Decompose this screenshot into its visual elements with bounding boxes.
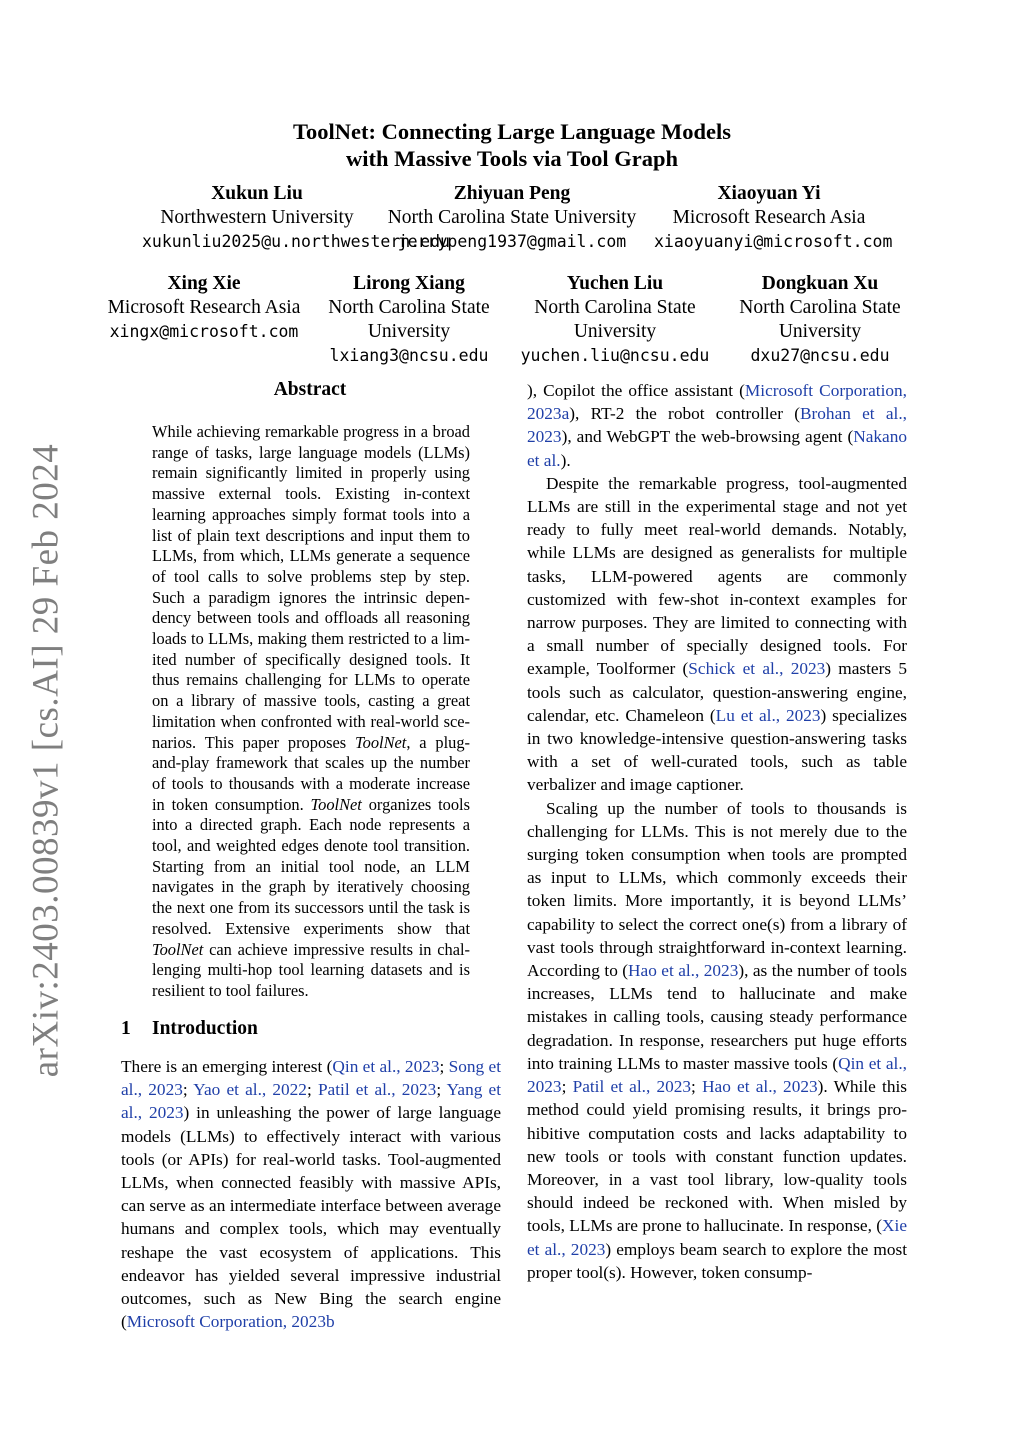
citation-link[interactable]: Hao et al., 2023 [702,1077,818,1097]
body-text: ) in unleashing the power of large language models (LLMs) to effectively interact with various tools (or APIs) for real-world tasks. Tool-augmented LLMs, when connected feasibly with massive APIs, can serve as an intermediate interface between average humans and complex tools, which may eventually reshape the vast ecosystem of applications. This endeavor has yielded several impressive industrial outcomes, such as New Bing the search engine ( [121,1103,501,1332]
author-name: Xiaoyuan Yi [717,183,821,204]
author-email: xukunliu2025@u.northwestern.edu [142,232,450,251]
body-text: ), RT-2 the robot controller ( [569,404,800,424]
author-affiliation: Northwestern University [160,207,354,228]
author-affiliation: Microsoft Research Asia [672,207,866,228]
citation-link[interactable]: Yao et al., 2022 [193,1080,307,1100]
toolnet-name: ToolNet [310,794,362,814]
arxiv-identifier-margin [20,443,72,1077]
abstract-text: organizes tools into a directed graph. Each node represents a tool, and weighted edges denote tool transition. Starting from an initial tool node, an LLM navigates in the graph by iteratively choosing the next one from its successors until the task is resolved. Extensive experiments show that [152,794,470,938]
author-name: Lirong Xiang [353,273,465,294]
author-email: lxiang3@ncsu.edu [329,346,489,365]
arxiv-identifier: arXiv:2403.00839v1 [cs.AI] 29 Feb 2024 [25,443,67,1077]
paragraph [527,472,907,797]
author-email: yuchen.liu@ncsu.edu [520,346,710,365]
body-text: ; [561,1077,573,1097]
right-column [527,379,907,1284]
body-text: Despite the remarkable progress, tool-augmented LLMs are still in the experimental stage and not yet ready to fully meet real-world demands. Notably, while LLMs are designed as generalists for multiple tasks, LLM-powered agents are commonly customized with few-shot in-context examples for narrow purposes. They are limited to connecting with a small number of specially designed tools. For example, Toolformer ( [527,473,907,679]
paragraph [527,379,907,472]
toolnet-name: ToolNet [152,939,204,959]
body-text: ) specializes in two knowledge-intensive question-answering tasks with a set of well-curated tools, such as table verbalizer and image captioner. [527,705,908,795]
author-affiliation: North Carolina State [534,297,696,318]
body-text: ). [560,450,571,470]
toolnet-name: ToolNet [355,732,407,752]
citation-link[interactable]: Hao et al., 2023 [628,961,739,981]
paragraph [121,1055,501,1333]
author-name: Xing Xie [167,273,241,294]
citation-link[interactable]: Schick et al., 2023 [688,659,826,679]
citation-link[interactable]: Brohan et al., 2023 [527,404,907,447]
body-text: ). While this method could yield promising results, it brings prohibitive computation costs and lacks adaptability to new tools or tools with constant function updates. Moreover, in a vast tool library, low-quality tools should indeed be reckoned with. When misled by tools, LLMs are prone to hallucinate. In response, ( [527,1077,907,1236]
body-text: ; [182,1080,194,1100]
author-block [725,272,915,368]
abstract-text: While achieving remarkable progress in a broad range of tasks, large language models (LLMs) remain significantly limited in properly using massive external tools. Existing in-context learning approaches simply format tools into a list of plain text descriptions and input them to LLMs, from which, LLMs generate a sequence of tool calls to solve problems step by step. Such a paradigm ignores the intrinsic dependency between tools and offloads all reasoning loads to LLMs, making them restricted to a limited number of specifically designed tools. It thus remains challenging for LLMs to operate on a library of massive tools, casting a great limitation when confronted with real-world scenarios. This paper proposes [152,422,470,752]
citation-link[interactable]: Song et al., 2023 [121,1057,502,1100]
intro-left-column [121,1055,501,1333]
body-text: ; [436,1080,447,1100]
author-email: xingx@microsoft.com [109,322,299,341]
section-title: Introduction [152,1018,258,1039]
author-affiliation: University [778,321,862,342]
section-number: 1 [121,1018,131,1039]
author-affiliation: North Carolina State University [387,207,637,228]
citation-link[interactable]: Microsoft Corporation, 2023b [126,1312,335,1332]
author-email: dxu27@ncsu.edu [750,346,890,365]
author-name: Xukun Liu [211,183,303,204]
author-email: jerrypeng1937@gmail.com [397,232,627,251]
author-affiliation: University [573,321,657,342]
body-text: ; [439,1057,449,1076]
author-name: Yuchen Liu [566,273,664,294]
author-block [377,182,647,254]
citation-link[interactable]: Nakano et al. [527,427,907,470]
citation-link[interactable]: Qin et al., 2023 [332,1057,440,1076]
author-affiliation: University [367,321,451,342]
author-email: xiaoyuanyi@microsoft.com [654,232,893,251]
paper-title [150,118,874,172]
author-block [142,182,450,254]
paragraph [527,797,907,1284]
title-line-1: ToolNet: Connecting Large Language Models [293,119,731,144]
citation-link[interactable]: Qin et al., 2023 [527,1053,908,1097]
author-affiliation: Microsoft Research Asia [107,297,301,318]
citation-link[interactable]: Xie et al., 2023 [527,1216,907,1259]
abstract-text: , a plug-and-play framework that scales up the number of tools to thousands with a moderate increase in token consumption. [152,732,471,814]
author-block [314,272,504,368]
abstract-body [152,422,470,1002]
abstract-heading: Abstract [273,379,347,400]
author-block [654,182,893,254]
author-affiliation: North Carolina State [328,297,490,318]
citation-link[interactable]: Microsoft Corporation, 2023a [527,381,908,424]
body-text: ) masters 5 tools such as calculator, question-answering engine, calendar, etc. Chameleon ( [527,659,907,725]
title-line-2: with Massive Tools via Tool Graph [346,146,678,171]
citation-link[interactable]: Patil et al., 2023 [572,1077,692,1097]
author-block [104,272,304,344]
citation-link[interactable]: Lu et al., 2023 [715,705,821,725]
citation-link[interactable]: Yang et al., 2023 [121,1080,502,1123]
body-text: There is an emerging interest ( [121,1057,333,1076]
author-affiliation: North Carolina State [739,297,901,318]
body-text: Scaling up the number of tools to thousands is challenging for LLMs. This is not merely due to the surging token consumption when tools are prompted as input to LLMs, which commonly exceeds their token limits. More importantly, it is beyond LLMs’ capability to select the correct one(s) from a library of vast tools through straightforward in-context learning. According to ( [527,798,907,981]
section-heading-introduction [121,1017,501,1041]
body-text: ) employs beam search to explore the most proper tool(s). However, token consump- [527,1239,907,1282]
author-name: Dongkuan Xu [761,273,879,294]
body-text: ; [691,1077,703,1097]
citation-link[interactable]: Patil et al., 2023 [317,1080,437,1100]
body-text: ), Copilot the office assistant ( [527,381,745,400]
author-block [515,272,715,368]
author-name: Zhiyuan Peng [453,183,571,204]
abstract-text: can achieve impressive results in challenging multi-hop tool learning datasets and is resilient to tool failures. [152,939,470,1000]
body-text: ), and WebGPT the web-browsing agent ( [561,427,854,447]
body-text: ; [306,1080,318,1100]
body-text: ), as the number of tools increases, LLMs tend to hallucinate and make mistakes in calling tools, causing steady performance degradation. In response, researchers put huge efforts into training LLMs to master massive tools ( [527,961,907,1073]
